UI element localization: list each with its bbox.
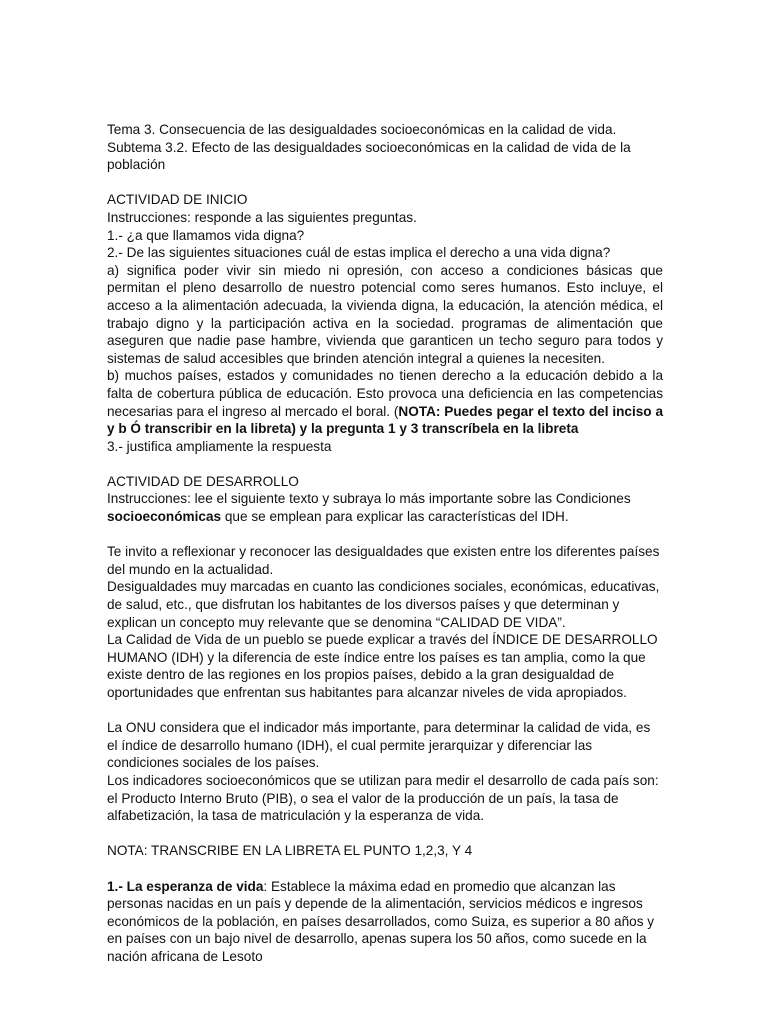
topic-title: Tema 3. Consecuencia de las desigualdades socioeconómicas en la calidad de vida. <box>107 122 617 137</box>
point-1-text: : Establece la máxima edad en promedio que alcanzan las personas nacidas en un país y depende de la alimentación, servicios médicos e ingresos económicos de la población, en países desarrollados, como Suiza, es superior a 80 años y en países con un bajo nivel de desarrollo, apenas supera los 50 años, como sucede en la nación africana de Lesoto <box>107 878 655 964</box>
question-3: 3.- justifica ampliamente la respuesta <box>107 438 332 454</box>
question-1: 1.- ¿a que llamamos vida digna? <box>107 227 305 243</box>
development-instructions <box>107 490 663 525</box>
question-2: 2.- De las siguientes situaciones cuál de estas implica el derecho a una vida digna? <box>107 245 611 261</box>
document-body <box>107 121 663 966</box>
option-b-note: NOTA: Puedes pegar el texto del inciso a y b Ó transcribir en la libreta) y la pregunta 1 y 3 transcríbela en la libreta <box>107 403 664 437</box>
development-activity-heading: ACTIVIDAD DE DESARROLLO <box>107 473 299 489</box>
development-instructions-tail: que se emplean para explicar las características del IDH. <box>221 509 569 525</box>
start-activity-instructions: Instrucciones: responde a las siguientes preguntas. <box>107 209 417 225</box>
paragraph-inequalities: Desigualdades muy marcadas en cuanto las condiciones sociales, económicas, educativas, de salud, etc., que disfrutan los habitantes de los diversos países y que determinan y explican un concepto muy relevante que se denomina “CALIDAD DE VIDA”. <box>107 579 660 630</box>
paragraph-reflect: Te invito a reflexionar y reconocer las desigualdades que existen entre los diferentes países del mundo en la actualidad. <box>107 544 660 577</box>
paragraph-idh: La Calidad de Vida de un pueblo se puede explicar a través del ÍNDICE DE DESARROLLO HUMANO (IDH) y la diferencia de este índice entre los países es tan amplia, como la que existe dentro de las regiones en los propios países, debido a la gran desigualdad de oportunidades que enfrentan sus habitantes para alcanzar niveles de vida apropiados. <box>107 632 658 700</box>
transcribe-note: NOTA: TRANSCRIBE EN LA LIBRETA EL PUNTO 1,2,3, Y 4 <box>107 843 473 859</box>
subtopic-title: Subtema 3.2. Efecto de las desigualdades socioeconómicas en la calidad de vida de la población <box>107 139 631 173</box>
development-instructions-text: Instrucciones: lee el siguiente texto y subraya lo más importante sobre las Condiciones <box>107 491 631 507</box>
option-b-text: b) muchos países, estados y comunidades no tienen derecho a la educación debido a la falta de cobertura pública de educación. Esto provoca una deficiencia en las competencias necesarias para el ingreso al mercado el boral. ( <box>107 368 663 419</box>
start-activity-heading: ACTIVIDAD DE INICIO <box>107 192 248 208</box>
paragraph-onu: La ONU considera que el indicador más importante, para determinar la calidad de vida, es el índice de desarrollo humano (IDH), el cual permite jerarquizar y diferenciar las condiciones sociales de los países. <box>107 720 651 771</box>
paragraph-indicators: Los indicadores socioeconómicos que se utilizan para medir el desarrollo de cada país son: el Producto Interno Bruto (PIB), o sea el valor de la producción de un país, la tasa de alfabetización, la tasa de matriculación y la esperanza de vida. <box>107 772 659 824</box>
option-b <box>107 367 663 437</box>
point-1-title: 1.- La esperanza de vida <box>107 878 264 894</box>
option-a: a) significa poder vivir sin miedo ni opresión, con acceso a condiciones básicas que permitan el pleno desarrollo de nuestro potencial como seres humanos. Esto incluye, el acceso a la alimentación adecuada, la vivienda digna, la educación, la atención médica, el trabajo digno y la participación activa en la sociedad. programas de alimentación que aseguren que nadie pase hambre, vivienda que garanticen un techo seguro para todos y sistemas de salud accesibles que brinden atención integral a quienes la necesiten. <box>107 262 663 366</box>
point-1-life-expectancy <box>107 878 663 966</box>
development-instructions-bold: socioeconómicas <box>107 509 222 525</box>
